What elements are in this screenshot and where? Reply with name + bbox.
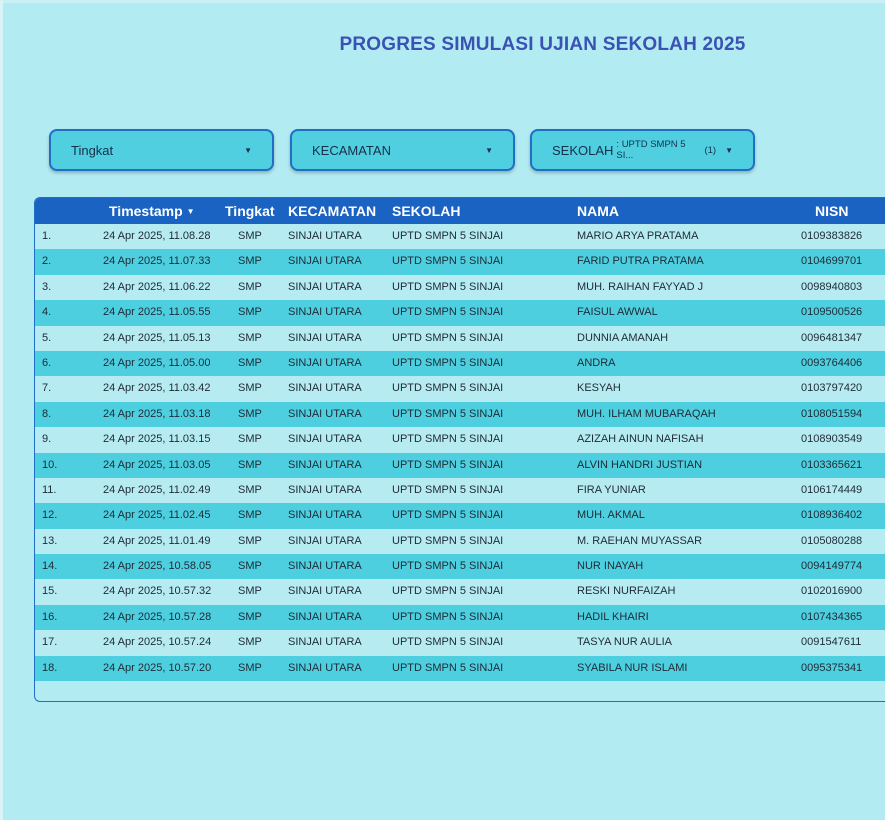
kecamatan-dropdown-label: KECAMATAN	[312, 142, 391, 158]
column-header-nama[interactable]: NAMA	[577, 203, 619, 219]
cell-timestamp: 24 Apr 2025, 11.03.42	[103, 382, 211, 395]
sekolah-dropdown[interactable]	[530, 129, 755, 171]
cell-kecamatan: SINJAI UTARA	[288, 509, 362, 522]
table-row[interactable]	[35, 605, 885, 630]
data-table	[34, 197, 885, 702]
table-row[interactable]	[35, 300, 885, 325]
table-row[interactable]	[35, 630, 885, 655]
cell-tingkat: SMP	[238, 560, 262, 573]
cell-sekolah: UPTD SMPN 5 SINJAI	[392, 636, 504, 649]
cell-timestamp: 24 Apr 2025, 11.01.49	[103, 534, 211, 547]
cell-kecamatan: SINJAI UTARA	[288, 585, 362, 598]
table-row[interactable]	[35, 503, 885, 528]
cell-number: 18.	[42, 661, 58, 674]
cell-tingkat: SMP	[238, 280, 262, 293]
cell-nama: ALVIN HANDRI JUSTIAN	[577, 458, 703, 471]
cell-kecamatan: SINJAI UTARA	[288, 661, 362, 674]
cell-number: 5.	[42, 331, 52, 344]
cell-number: 14.	[42, 560, 58, 573]
table-row[interactable]	[35, 224, 885, 249]
cell-nama: ANDRA	[577, 356, 616, 369]
cell-sekolah: UPTD SMPN 5 SINJAI	[392, 509, 504, 522]
cell-nisn: 0107434365	[801, 610, 863, 623]
cell-nisn: 0091547611	[801, 636, 862, 649]
table-row[interactable]	[35, 554, 885, 579]
cell-nisn: 0105080288	[801, 534, 863, 547]
cell-kecamatan: SINJAI UTARA	[288, 356, 362, 369]
table-row[interactable]	[35, 453, 885, 478]
cell-tingkat: SMP	[238, 458, 262, 471]
cell-nama: AZIZAH AINUN NAFISAH	[577, 433, 704, 446]
cell-sekolah: UPTD SMPN 5 SINJAI	[392, 585, 504, 598]
cell-kecamatan: SINJAI UTARA	[288, 458, 362, 471]
cell-timestamp: 24 Apr 2025, 10.58.05	[103, 560, 212, 573]
cell-number: 3.	[42, 280, 52, 293]
cell-kecamatan: SINJAI UTARA	[288, 483, 362, 496]
chevron-down-icon: ▼	[485, 145, 493, 155]
sekolah-dropdown-label: SEKOLAH	[552, 142, 614, 158]
cell-kecamatan: SINJAI UTARA	[288, 636, 362, 649]
cell-sekolah: UPTD SMPN 5 SINJAI	[392, 483, 504, 496]
cell-nisn: 0108903549	[801, 433, 863, 446]
table-row[interactable]	[35, 351, 885, 376]
cell-tingkat: SMP	[238, 230, 262, 242]
cell-nama: M. RAEHAN MUYASSAR	[577, 534, 703, 547]
cell-nisn: 0109500526	[801, 306, 863, 319]
tingkat-dropdown[interactable]	[49, 129, 274, 171]
cell-nama: HADIL KHAIRI	[577, 610, 649, 623]
cell-timestamp: 24 Apr 2025, 11.03.18	[103, 407, 211, 420]
kecamatan-dropdown[interactable]	[290, 129, 515, 171]
cell-nama: MUH. ILHAM MUBARAQAH	[577, 407, 716, 420]
cell-nama: DUNNIA AMANAH	[577, 331, 669, 344]
table-row[interactable]	[35, 478, 885, 503]
cell-timestamp: 24 Apr 2025, 11.06.22	[103, 280, 211, 293]
cell-nisn: 0109383826	[801, 230, 863, 242]
cell-timestamp: 24 Apr 2025, 10.57.28	[103, 610, 212, 623]
cell-tingkat: SMP	[238, 610, 262, 623]
table-row[interactable]	[35, 402, 885, 427]
table-header	[35, 198, 885, 224]
cell-sekolah: UPTD SMPN 5 SINJAI	[392, 458, 504, 471]
cell-nisn: 0104699701	[801, 255, 863, 268]
cell-tingkat: SMP	[238, 483, 262, 496]
sekolah-dropdown-value: : UPTD SMPN 5 SI...	[616, 139, 686, 161]
cell-kecamatan: SINJAI UTARA	[288, 534, 362, 547]
cell-timestamp: 24 Apr 2025, 11.03.15	[103, 433, 211, 446]
cell-timestamp: 24 Apr 2025, 11.03.05	[103, 458, 211, 471]
table-row[interactable]	[35, 656, 885, 681]
cell-number: 9.	[42, 433, 52, 446]
cell-kecamatan: SINJAI UTARA	[288, 306, 362, 319]
cell-sekolah: UPTD SMPN 5 SINJAI	[392, 356, 504, 369]
cell-kecamatan: SINJAI UTARA	[288, 230, 362, 242]
cell-timestamp: 24 Apr 2025, 10.57.32	[103, 585, 212, 598]
cell-kecamatan: SINJAI UTARA	[288, 382, 362, 395]
cell-nama: TASYA NUR AULIA	[577, 636, 672, 649]
cell-nisn: 0103797420	[801, 382, 863, 395]
cell-tingkat: SMP	[238, 407, 262, 420]
cell-number: 8.	[42, 407, 52, 420]
cell-kecamatan: SINJAI UTARA	[288, 280, 362, 293]
cell-nama: FAISUL AWWAL	[577, 306, 658, 319]
cell-nisn: 0093764406	[801, 356, 863, 369]
cell-number: 12.	[42, 509, 58, 522]
cell-tingkat: SMP	[238, 331, 262, 344]
cell-sekolah: UPTD SMPN 5 SINJAI	[392, 560, 504, 573]
cell-number: 11.	[42, 483, 57, 496]
cell-tingkat: SMP	[238, 433, 262, 446]
tingkat-dropdown-label: Tingkat	[71, 142, 114, 158]
cell-number: 4.	[42, 306, 52, 319]
cell-kecamatan: SINJAI UTARA	[288, 560, 362, 573]
cell-number: 13.	[42, 534, 58, 547]
cell-sekolah: UPTD SMPN 5 SINJAI	[392, 534, 504, 547]
cell-nisn: 0103365621	[801, 458, 863, 471]
cell-nama: MUH. RAIHAN FAYYAD J	[577, 280, 704, 293]
cell-tingkat: SMP	[238, 509, 262, 522]
cell-tingkat: SMP	[238, 534, 262, 547]
cell-nisn: 0095375341	[801, 661, 863, 674]
cell-number: 17.	[42, 636, 58, 649]
cell-timestamp: 24 Apr 2025, 11.08.28	[103, 230, 211, 242]
cell-kecamatan: SINJAI UTARA	[288, 255, 362, 268]
cell-sekolah: UPTD SMPN 5 SINJAI	[392, 407, 504, 420]
cell-tingkat: SMP	[238, 585, 262, 598]
cell-number: 6.	[42, 356, 52, 369]
cell-number: 15.	[42, 585, 58, 598]
cell-tingkat: SMP	[238, 661, 262, 674]
table-row[interactable]	[35, 249, 885, 274]
cell-nama: FARID PUTRA PRATAMA	[577, 255, 704, 268]
cell-nisn: 0108936402	[801, 509, 863, 522]
column-header-nisn[interactable]: NISN	[815, 203, 849, 219]
cell-nisn: 0098940803	[801, 280, 863, 293]
cell-tingkat: SMP	[238, 356, 262, 369]
cell-nama: KESYAH	[577, 382, 621, 395]
top-edge	[0, 0, 885, 3]
table-row[interactable]	[35, 376, 885, 401]
column-header-timestamp[interactable]	[109, 203, 195, 219]
table-body	[35, 224, 885, 681]
sort-desc-icon: ▼	[186, 207, 195, 216]
cell-timestamp: 24 Apr 2025, 11.02.49	[103, 483, 211, 496]
column-header-kecamatan[interactable]: KECAMATAN	[288, 203, 377, 219]
cell-nama: MUH. AKMAL	[577, 509, 645, 522]
cell-nisn: 0106174449	[801, 483, 863, 496]
table-row[interactable]	[35, 529, 885, 554]
cell-number: 1.	[42, 230, 52, 242]
cell-nama: NUR INAYAH	[577, 560, 644, 573]
cell-nama: RESKI NURFAIZAH	[577, 585, 676, 598]
cell-kecamatan: SINJAI UTARA	[288, 433, 362, 446]
cell-nisn: 0094149774	[801, 560, 863, 573]
table-row[interactable]	[35, 275, 885, 300]
cell-sekolah: UPTD SMPN 5 SINJAI	[392, 230, 504, 242]
cell-tingkat: SMP	[238, 382, 262, 395]
cell-timestamp: 24 Apr 2025, 10.57.20	[103, 661, 212, 674]
cell-nama: MARIO ARYA PRATAMA	[577, 230, 699, 242]
cell-timestamp: 24 Apr 2025, 11.05.55	[103, 306, 211, 319]
table-row[interactable]	[35, 579, 885, 604]
left-edge	[0, 0, 3, 820]
cell-tingkat: SMP	[238, 306, 262, 319]
cell-number: 2.	[42, 255, 52, 268]
table-row[interactable]	[35, 326, 885, 351]
cell-nisn: 0108051594	[801, 407, 863, 420]
cell-tingkat: SMP	[238, 255, 262, 268]
column-header-tingkat[interactable]: Tingkat	[225, 203, 275, 219]
cell-timestamp: 24 Apr 2025, 10.57.24	[103, 636, 212, 649]
cell-number: 10.	[42, 458, 58, 471]
chevron-down-icon: ▼	[244, 145, 252, 155]
table-row[interactable]	[35, 427, 885, 452]
cell-sekolah: UPTD SMPN 5 SINJAI	[392, 280, 504, 293]
cell-nisn: 0096481347	[801, 331, 863, 344]
cell-timestamp: 24 Apr 2025, 11.02.45	[103, 509, 211, 522]
cell-number: 7.	[42, 382, 52, 395]
cell-sekolah: UPTD SMPN 5 SINJAI	[392, 382, 504, 395]
cell-tingkat: SMP	[238, 636, 262, 649]
cell-sekolah: UPTD SMPN 5 SINJAI	[392, 306, 504, 319]
cell-sekolah: UPTD SMPN 5 SINJAI	[392, 433, 504, 446]
column-header-timestamp-label: Timestamp	[109, 203, 183, 219]
cell-number: 16.	[42, 610, 58, 623]
cell-kecamatan: SINJAI UTARA	[288, 610, 362, 623]
cell-timestamp: 24 Apr 2025, 11.07.33	[103, 255, 211, 268]
cell-nama: FIRA YUNIAR	[577, 483, 646, 496]
cell-sekolah: UPTD SMPN 5 SINJAI	[392, 610, 504, 623]
cell-kecamatan: SINJAI UTARA	[288, 407, 362, 420]
cell-sekolah: UPTD SMPN 5 SINJAI	[392, 331, 504, 344]
cell-kecamatan: SINJAI UTARA	[288, 331, 362, 344]
cell-nama: SYABILA NUR ISLAMI	[577, 661, 688, 674]
cell-nisn: 0102016900	[801, 585, 863, 598]
sekolah-selected-count: (1)	[704, 144, 717, 156]
cell-timestamp: 24 Apr 2025, 11.05.13	[103, 331, 211, 344]
cell-timestamp: 24 Apr 2025, 11.05.00	[103, 356, 211, 369]
chevron-down-icon: ▼	[725, 145, 733, 155]
column-header-sekolah[interactable]: SEKOLAH	[392, 203, 461, 219]
cell-sekolah: UPTD SMPN 5 SINJAI	[392, 255, 504, 268]
page-title: PROGRES SIMULASI UJIAN SEKOLAH 2025	[339, 34, 746, 55]
cell-sekolah: UPTD SMPN 5 SINJAI	[392, 661, 504, 674]
